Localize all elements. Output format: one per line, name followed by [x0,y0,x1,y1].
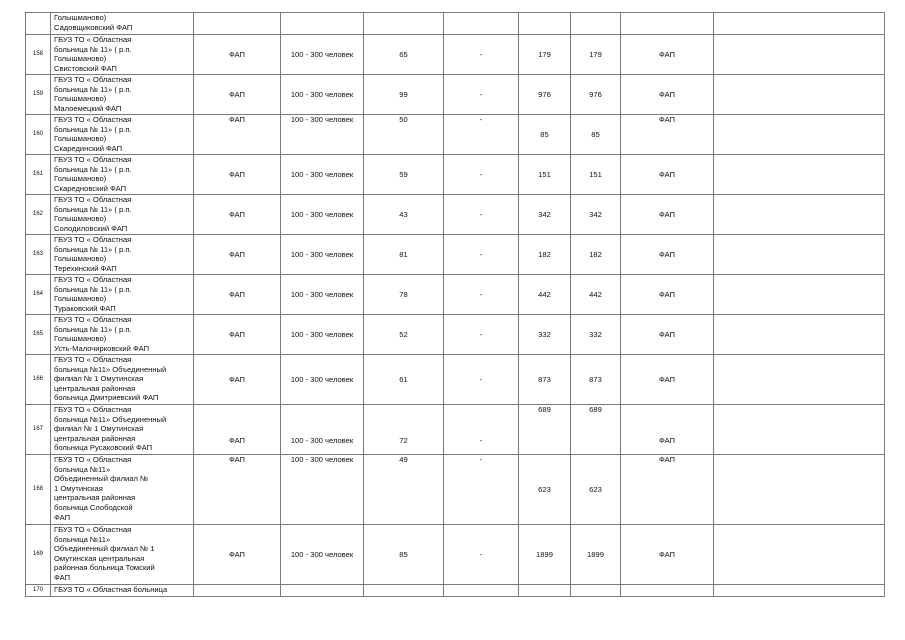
population-value: 59 [364,155,444,195]
capacity-range: 100 - 300 человек [281,405,364,455]
value-1: 342 [519,195,571,235]
facility-kind: ФАП [621,315,714,355]
facility-name: ГБУЗ ТО « Областная больница № 11» ( р.п. Голышманово) Скаредновский ФАП [51,155,194,195]
empty-cell [714,315,885,355]
facility-type: ФАП [194,455,281,525]
table-row [26,525,885,585]
value-2: 976 [571,75,621,115]
row-number: 159 [26,75,51,115]
value-2: 332 [571,315,621,355]
facility-kind: ФАП [621,235,714,275]
dash-value [444,585,519,597]
value-2: 442 [571,275,621,315]
row-number: 160 [26,115,51,155]
empty-cell [714,585,885,597]
table-row [26,13,885,35]
dash-value: - [444,75,519,115]
value-2: 182 [571,235,621,275]
capacity-range [281,13,364,35]
empty-cell [714,35,885,75]
facility-kind: ФАП [621,195,714,235]
dash-value: - [444,525,519,585]
table-row [26,195,885,235]
facility-kind [621,585,714,597]
table-row [26,355,885,405]
value-1: 179 [519,35,571,75]
facility-name: Голышманово) Садовщиковский ФАП [51,13,194,35]
dash-value: - [444,455,519,525]
facility-type: ФАП [194,275,281,315]
facility-type: ФАП [194,75,281,115]
facility-type: ФАП [194,355,281,405]
population-value: 85 [364,525,444,585]
facility-type: ФАП [194,315,281,355]
value-2 [571,13,621,35]
dash-value: - [444,315,519,355]
value-2 [571,585,621,597]
facility-type: ФАП [194,405,281,455]
table-row [26,155,885,195]
empty-cell [714,275,885,315]
value-1: 151 [519,155,571,195]
row-number: 167 [26,405,51,455]
population-value: 43 [364,195,444,235]
facility-name: ГБУЗ ТО « Областная больница № 11» ( р.п. Голышманово) Тураковский ФАП [51,275,194,315]
population-value [364,585,444,597]
facility-kind [621,13,714,35]
capacity-range: 100 - 300 человек [281,75,364,115]
facility-kind: ФАП [621,115,714,155]
value-1: 873 [519,355,571,405]
capacity-range [281,585,364,597]
facility-type [194,585,281,597]
capacity-range: 100 - 300 человек [281,355,364,405]
population-value: 49 [364,455,444,525]
population-value: 72 [364,405,444,455]
facility-name: ГБУЗ ТО « Областная больница №11» Объединенный филиал № 1 Омутинская центральная районная больница Дмитриевский ФАП [51,355,194,405]
value-1: 182 [519,235,571,275]
dash-value: - [444,405,519,455]
capacity-range: 100 - 300 человек [281,115,364,155]
capacity-range: 100 - 300 человек [281,195,364,235]
dash-value: - [444,195,519,235]
facility-name: ГБУЗ ТО « Областная больница №11» Объединенный филиал № 1 Омутинская центральная районная больница Русаковский ФАП [51,405,194,455]
value-1: 623 [519,455,571,525]
table-row [26,585,885,597]
dash-value: - [444,155,519,195]
dash-value: - [444,275,519,315]
value-1 [519,585,571,597]
empty-cell [714,235,885,275]
facility-type: ФАП [194,155,281,195]
population-value: 52 [364,315,444,355]
table-row [26,115,885,155]
population-value [364,13,444,35]
empty-cell [714,195,885,235]
facility-name: ГБУЗ ТО « Областная больница [51,585,194,597]
population-value: 65 [364,35,444,75]
value-2: 151 [571,155,621,195]
capacity-range: 100 - 300 человек [281,35,364,75]
value-1: 689 [519,405,571,455]
facility-kind: ФАП [621,405,714,455]
row-number: 164 [26,275,51,315]
value-1: 976 [519,75,571,115]
capacity-range: 100 - 300 человек [281,235,364,275]
dash-value [444,13,519,35]
facility-name: ГБУЗ ТО « Областная больница № 11» ( р.п. Голышманово) Малоемецкий ФАП [51,75,194,115]
facility-type: ФАП [194,195,281,235]
row-number: 161 [26,155,51,195]
population-value: 99 [364,75,444,115]
facility-kind: ФАП [621,455,714,525]
capacity-range: 100 - 300 человек [281,315,364,355]
facility-type: ФАП [194,35,281,75]
empty-cell [714,155,885,195]
empty-cell [714,13,885,35]
dash-value: - [444,355,519,405]
capacity-range: 100 - 300 человек [281,525,364,585]
facility-kind: ФАП [621,355,714,405]
row-number: 168 [26,455,51,525]
value-2: 689 [571,405,621,455]
empty-cell [714,455,885,525]
facility-type: ФАП [194,115,281,155]
value-1: 1899 [519,525,571,585]
row-number [26,13,51,35]
table-row [26,75,885,115]
value-2: 873 [571,355,621,405]
value-1: 332 [519,315,571,355]
value-2: 342 [571,195,621,235]
empty-cell [714,75,885,115]
value-2: 623 [571,455,621,525]
facilities-table [25,12,885,597]
row-number: 169 [26,525,51,585]
population-value: 78 [364,275,444,315]
value-2: 179 [571,35,621,75]
facility-name: ГБУЗ ТО « Областная больница №11» Объединенный филиал № 1 Омутинская центральная районная больница Томский ФАП [51,525,194,585]
value-2: 85 [571,115,621,155]
facility-name: ГБУЗ ТО « Областная больница № 11» ( р.п. Голышманово) Терехинский ФАП [51,235,194,275]
empty-cell [714,405,885,455]
facility-kind: ФАП [621,75,714,115]
population-value: 61 [364,355,444,405]
row-number: 170 [26,585,51,597]
empty-cell [714,355,885,405]
capacity-range: 100 - 300 человек [281,455,364,525]
row-number: 158 [26,35,51,75]
facility-name: ГБУЗ ТО « Областная больница № 11» ( р.п. Голышманово) Солодиловский ФАП [51,195,194,235]
facility-kind: ФАП [621,525,714,585]
table-row [26,455,885,525]
value-2: 1899 [571,525,621,585]
population-value: 50 [364,115,444,155]
facility-type [194,13,281,35]
facility-kind: ФАП [621,275,714,315]
dash-value: - [444,115,519,155]
capacity-range: 100 - 300 человек [281,275,364,315]
empty-cell [714,525,885,585]
row-number: 165 [26,315,51,355]
capacity-range: 100 - 300 человек [281,155,364,195]
table-row [26,235,885,275]
value-1: 85 [519,115,571,155]
table-body [26,13,885,597]
table-row [26,315,885,355]
facility-name: ГБУЗ ТО « Областная больница №11» Объединенный филиал № 1 Омутинская центральная районная больница Слободской ФАП [51,455,194,525]
row-number: 162 [26,195,51,235]
facility-kind: ФАП [621,155,714,195]
value-1: 442 [519,275,571,315]
dash-value: - [444,35,519,75]
value-1 [519,13,571,35]
table-row [26,275,885,315]
row-number: 163 [26,235,51,275]
facility-name: ГБУЗ ТО « Областная больница № 11» ( р.п. Голышманово) Свистовский ФАП [51,35,194,75]
population-value: 81 [364,235,444,275]
facility-kind: ФАП [621,35,714,75]
facility-name: ГБУЗ ТО « Областная больница № 11» ( р.п. Голышманово) Усть-Малочирковский ФАП [51,315,194,355]
empty-cell [714,115,885,155]
facility-name: ГБУЗ ТО « Областная больница № 11» ( р.п. Голышманово) Скарединский ФАП [51,115,194,155]
row-number: 166 [26,355,51,405]
facility-type: ФАП [194,235,281,275]
facility-type: ФАП [194,525,281,585]
table-row [26,35,885,75]
dash-value: - [444,235,519,275]
table-row [26,405,885,455]
